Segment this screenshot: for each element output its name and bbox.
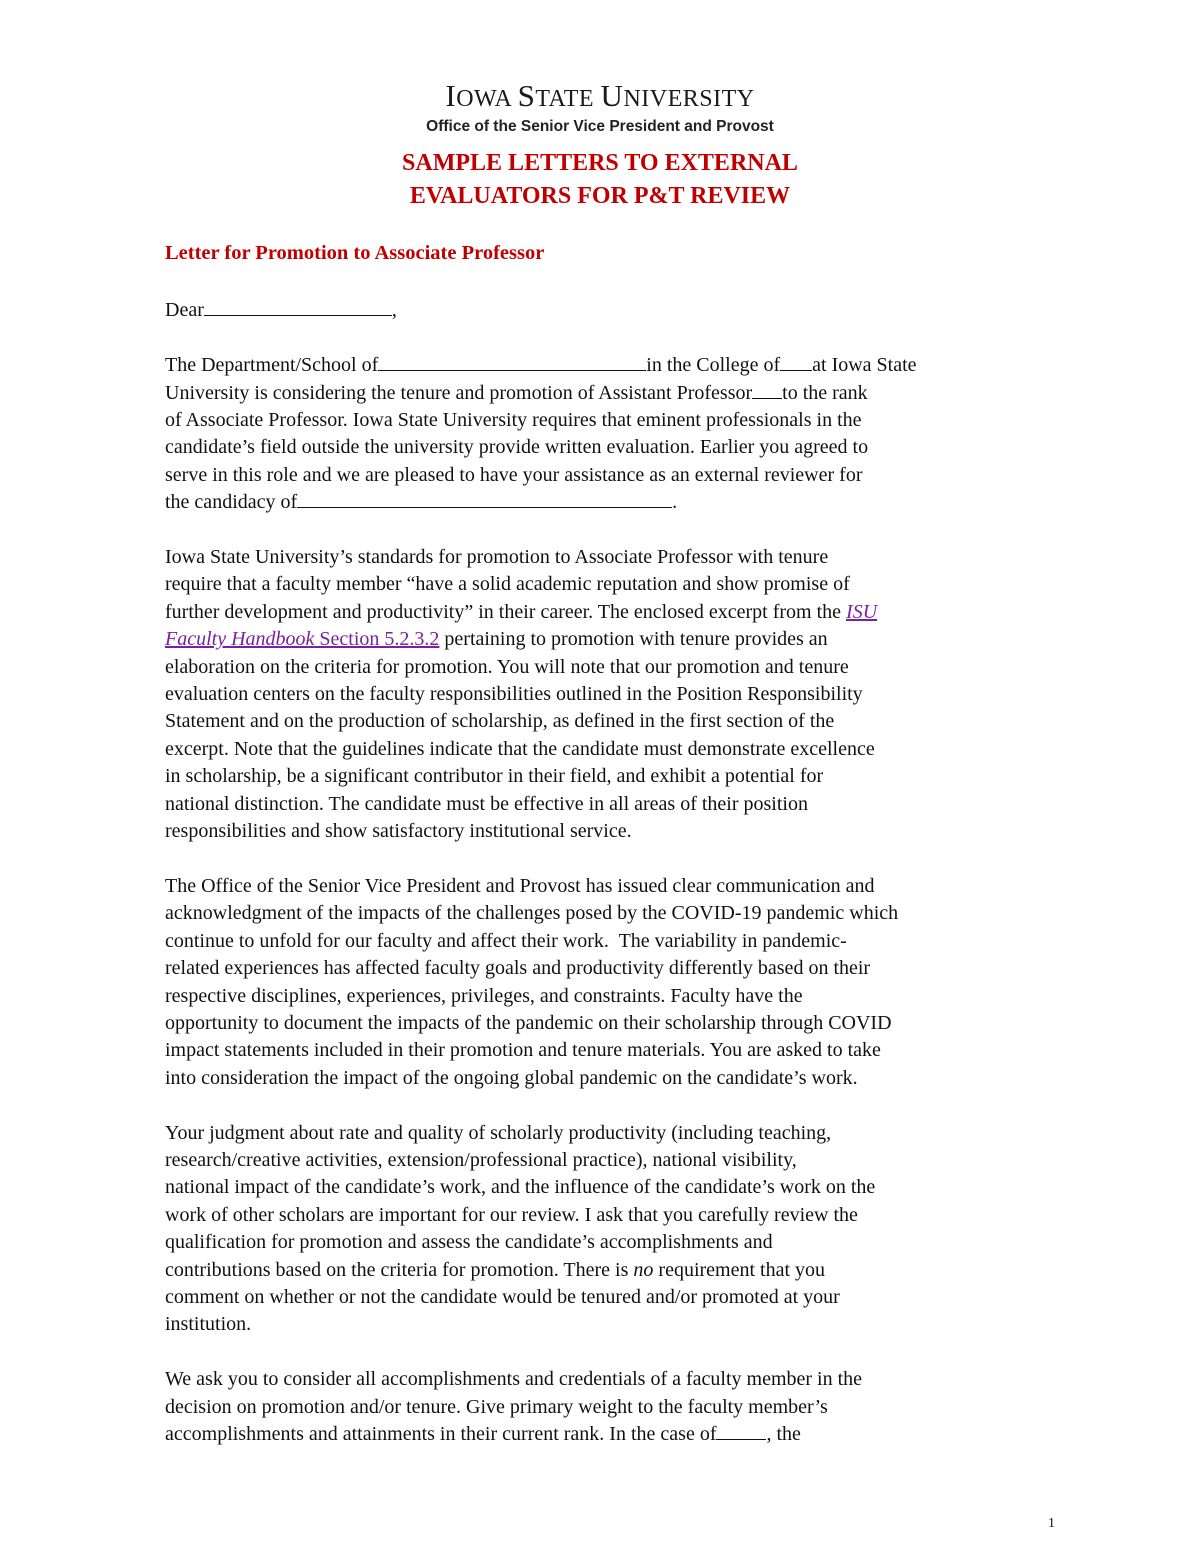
- paragraph-2: Iowa State University’s standards for promotion to Associate Professor with tenure require that a faculty member “have a solid academic reputation and show promise of further development and productivity” in their career. The enclosed excerpt from the ISU Faculty Handbook Section 5.2.3.2 pertaining to promotion with tenure provides an elaboration on the criteria for promotion. You will note that our promotion and tenure evaluation centers on the faculty responsibilities outlined in the Position Responsibility Statement and on the production of scholarship, as defined in the first section of the excerpt. Note that the guidelines indicate that the candidate must demonstrate excellence in scholarship, be a significant contributor in their field, and exhibit a potential for national distinction. The candidate must be effective in all areas of their position responsibilities and show satisfactory institutional service.: [165, 546, 878, 843]
- document-title: [0, 147, 1200, 213]
- letter-heading: Letter for Promotion to Associate Professor: [165, 242, 545, 264]
- letter-body: [165, 240, 1085, 1476]
- department-blank[interactable]: [378, 352, 646, 371]
- recipient-blank[interactable]: [204, 297, 392, 316]
- emphasis-no: no: [633, 1258, 654, 1281]
- college-blank[interactable]: [780, 352, 812, 371]
- paragraph-1: The Department/School of in the College of at Iowa State University is considering the tenure and promotion of Assistant Professor to the rank of Associate Professor. Iowa State University requires that eminent professionals in the candidate’s field outside the university provide written evaluation. Earlier you agreed to serve in this role and we are pleased to have your assistance as an external reviewer for the candidacy of .: [165, 354, 917, 514]
- title-line-2: EVALUATORS FOR P&T REVIEW: [409, 183, 791, 209]
- title-line-1: SAMPLE LETTERS TO EXTERNAL: [402, 150, 798, 176]
- handbook-link-continued[interactable]: Faculty Handbook Section 5.2.3.2: [165, 628, 440, 651]
- page-number: 1: [1048, 1516, 1055, 1531]
- handbook-link[interactable]: ISU: [846, 600, 878, 623]
- case-blank[interactable]: [716, 1421, 766, 1440]
- candidate-blank[interactable]: [752, 380, 782, 399]
- salutation: Dear ,: [165, 299, 397, 322]
- candidacy-blank[interactable]: [297, 489, 672, 508]
- university-wordmark: IOWA STATE UNIVERSITY: [445, 78, 755, 113]
- paragraph-4: Your judgment about rate and quality of scholarly productivity (including teaching, research/creative activities, extension/professional practice), national visibility, national impact of the candidate’s work, and the influence of the candidate’s work on the work of other scholars are important for our review. I ask that you carefully review the qualification for promotion and assess the candidate’s accomplishments and contributions based on the criteria for promotion. There is no requirement that you comment on whether or not the candidate would be tenured and/or promoted at your institution.: [165, 1121, 876, 1336]
- university-logo: [410, 78, 790, 136]
- office-name: Office of the Senior Vice President and Provost: [426, 118, 774, 135]
- paragraph-5: We ask you to consider all accomplishments and credentials of a faculty member in the decision on promotion and/or tenure. Give primary weight to the faculty member’s accomplishments and attainments in their current rank. In the case of , the: [165, 1368, 863, 1445]
- paragraph-3: The Office of the Senior Vice President and Provost has issued clear communication and acknowledgment of the impacts of the challenges posed by the COVID-19 pandemic which continue to unfold for our faculty and affect their work. The variability in pandemic- related experiences has affected faculty goals and productivity differently based on their respective disciplines, experiences, privileges, and constraints. Faculty have the opportunity to document the impacts of the pandemic on their scholarship through COVID impact statements included in their promotion and tenure materials. You are asked to take into consideration the impact of the ongoing global pandemic on the candidate’s work.: [165, 874, 899, 1089]
